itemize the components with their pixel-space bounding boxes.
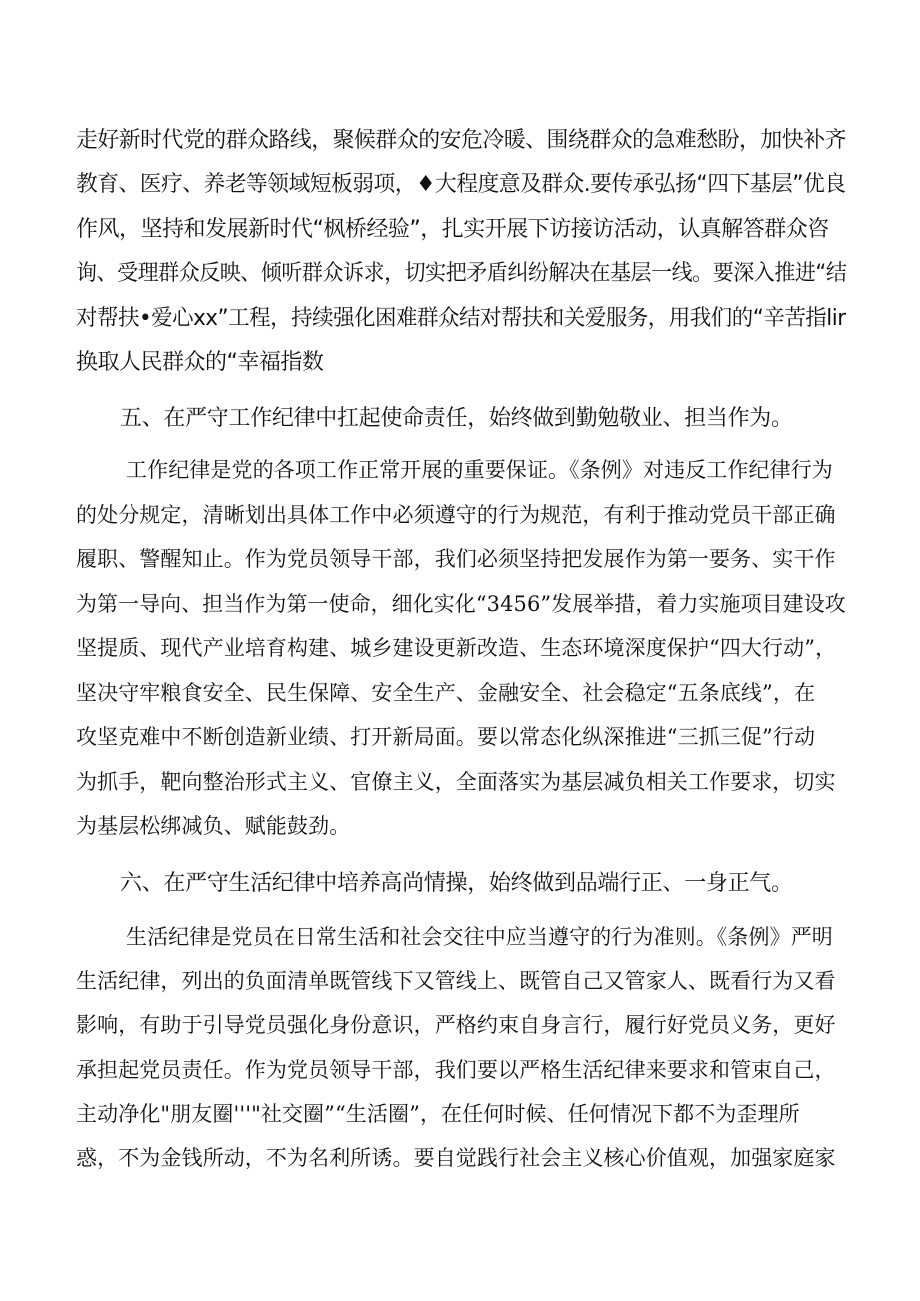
paragraph-3-line: 生活纪律，列出的负面清单既管线下又管线上、既管自己又管家人、既看行为又看 (76, 969, 836, 993)
paragraph-1-line: 作风，坚持和发展新时代“枫桥经验”，扎实开展下访接访活动，认真解答群众咨 (76, 217, 829, 242)
section-heading-6: 六、在严守生活纪律中培养高尚情操，始终做到品端行正、一身正气。 (120, 871, 793, 896)
paragraph-3-line: 影响，有助于引导党员强化身份意识，严格约束自身言行，履行好党员义务，更好 (76, 1013, 836, 1037)
paragraph-2-line: 为抓手，靶向整治形式主义、官僚主义，全面落实为基层减负相关工作要求，切实 (76, 770, 836, 794)
paragraph-2-line: 攻坚克难中不断创造新业绩、打开新局面。要以常态化纵深推进“三抓三促”行动 (76, 725, 816, 749)
paragraph-1-line: 走好新时代党的群众路线，聚候群众的安危冷暖、围绕群众的急难愁盼，加快补齐 (76, 128, 846, 153)
section-heading-5: 五、在严守工作纪律中扛起使命责任，始终做到勤勉敬业、担当作为。 (120, 406, 793, 431)
paragraph-1-line: 对帮扶•爱心xx”工程，持续强化困难群众结对帮扶和关爱服务，用我们的“辛苦指lir (76, 306, 846, 331)
paragraph-3-line: 承担起党员责任。作为党员领导干部，我们要以严格生活纪律来要求和管束自己， (76, 1058, 836, 1082)
paragraph-2-line: 履职、警醒知止。作为党员领导干部，我们必须坚持把发展作为第一要务、实干作 (76, 547, 836, 571)
paragraph-3-line: 主动净化"朋友圈'''"社交圈”“生活圈”，在任何时候、任何情况下都不为歪理所 (76, 1102, 800, 1126)
paragraph-3-line: 生活纪律是党员在日常生活和社会交往中应当遵守的行为准则。《条例》严明 (126, 925, 833, 949)
paragraph-1-line: 换取人民群众的“幸福指数 (76, 350, 324, 375)
paragraph-2-line: 为第一导向、担当作为第一使命，细化实化“3456”发展举措，着力实施项目建设攻 (76, 592, 846, 616)
paragraph-3-line: 惑，不为金钱所动，不为名利所诱。要自觉践行社会主义核心价值观，加强家庭家 (76, 1146, 836, 1170)
paragraph-1-line: 询、受理群众反映、倾听群众诉求，切实把矛盾纠纷解决在基层一线。要深入推进“结 (76, 261, 847, 286)
paragraph-2-line: 坚决守牢粮食安全、民生保障、安全生产、金融安全、社会稳定“五条底线”，在 (76, 681, 816, 705)
paragraph-2-line: 工作纪律是党的各项工作正常开展的重要保证。《条例》对违反工作纪律行为 (126, 458, 833, 482)
paragraph-2-line: 为基层松绑减负、赋能鼓劲。 (76, 814, 351, 838)
paragraph-1-line: 教育、医疗、养老等领域短板弱项，♦大程度意及群众.要传承弘扬“四下基层”优良 (76, 172, 846, 197)
paragraph-2-line: 的处分规定，清晰划出具体工作中必须遵守的行为规范，有利于推动党员干部正确 (76, 503, 836, 527)
paragraph-2-line: 坚提质、现代产业培育构建、城乡建设更新改造、生态环境深度保护“四大行动”， (76, 636, 837, 660)
